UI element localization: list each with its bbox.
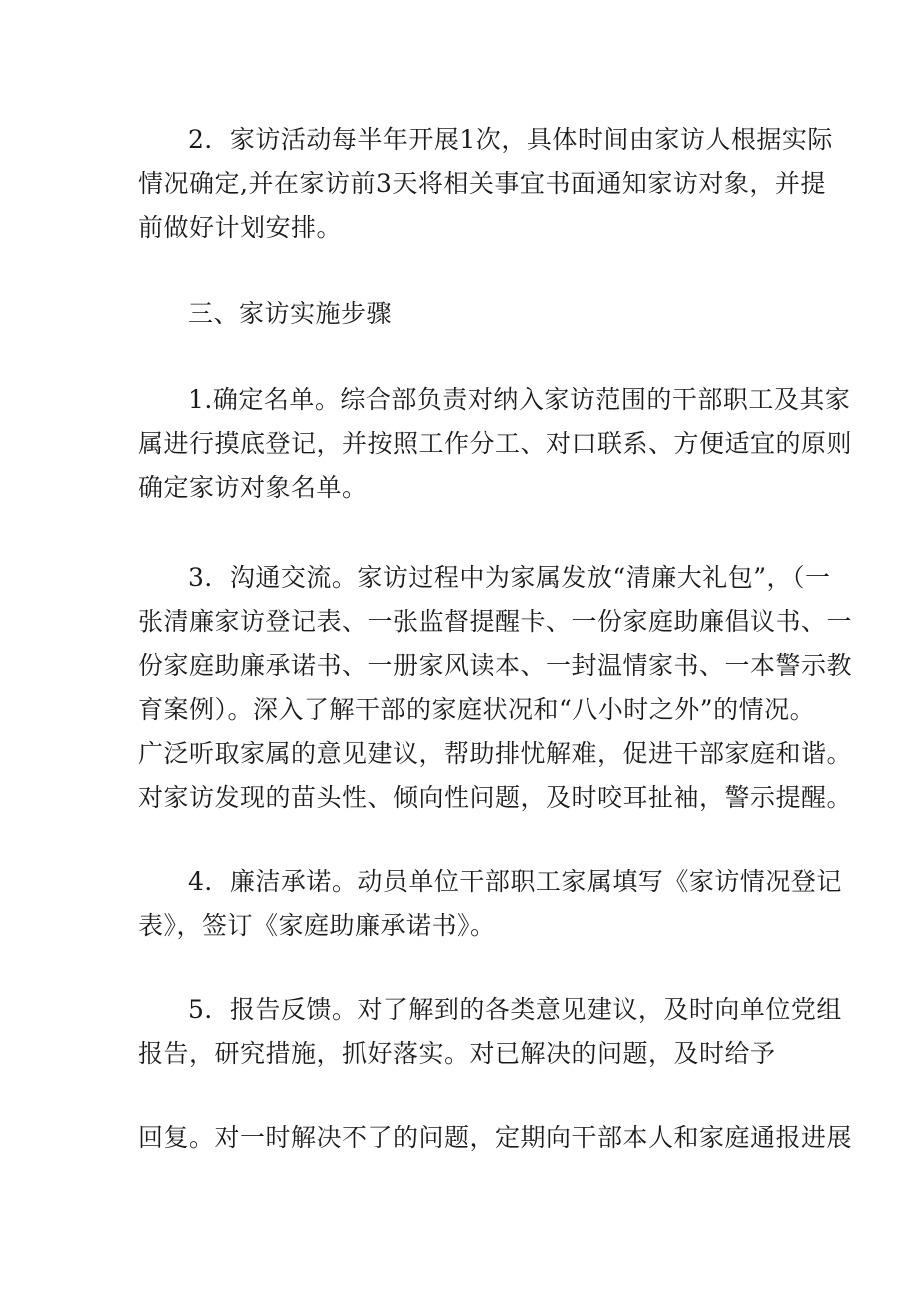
paragraph-integrity-pledge [138, 860, 842, 948]
paragraph-reply [138, 1116, 853, 1160]
paragraph-line: 2．家访活动每半年开展1次，具体时间由家访人根据实际 [188, 125, 833, 154]
paragraph-line: 回复。对一时解决不了的问题，定期向干部本人和家庭通报进展 [138, 1123, 853, 1152]
paragraph-report-feedback [138, 988, 842, 1076]
paragraph-line: 广泛听取家属的意见建议，帮助排忧解难，促进干部家庭和谐。 [138, 739, 853, 768]
paragraph-line: 前做好计划安排。 [138, 213, 343, 242]
paragraph-confirm-list [138, 378, 853, 510]
paragraph-line: 1.确定名单。综合部负责对纳入家访范围的干部职工及其家 [188, 385, 851, 414]
paragraph-line: 报告，研究措施，抓好落实。对已解决的问题，及时给予 [138, 1039, 776, 1068]
paragraph-line: 4．廉洁承诺。动员单位干部职工家属填写《家访情况登记 [188, 867, 842, 896]
section-heading: 三、家访实施步骤 [188, 299, 393, 328]
paragraph-line: 份家庭助廉承诺书、一册家风读本、一封温情家书、一本警示教 [138, 651, 853, 680]
paragraph-line: 确定家访对象名单。 [138, 473, 368, 502]
paragraph-line: 情况确定,并在家访前3天将相关事宜书面通知家访对象，并提 [138, 169, 826, 198]
paragraph-visit-frequency [138, 118, 833, 250]
paragraph-line: 3．沟通交流。家访过程中为家属发放“清廉大礼包”，（一 [188, 563, 831, 592]
paragraph-line: 表》，签订《家庭助廉承诺书》。 [138, 911, 496, 940]
paragraph-line: 育案例）。深入了解干部的家庭状况和“八小时之外”的情况。 [138, 695, 816, 724]
paragraph-line: 属进行摸底登记，并按照工作分工、对口联系、方便适宜的原则 [138, 429, 853, 458]
paragraph-line: 张清廉家访登记表、一张监督提醒卡、一份家庭助廉倡议书、一 [138, 607, 853, 636]
paragraph-line: 5．报告反馈。对了解到的各类意见建议，及时向单位党组 [188, 995, 842, 1024]
paragraph-line: 对家访发现的苗头性、倾向性问题，及时咬耳扯袖，警示提醒。 [138, 783, 853, 812]
paragraph-communication [138, 556, 853, 820]
